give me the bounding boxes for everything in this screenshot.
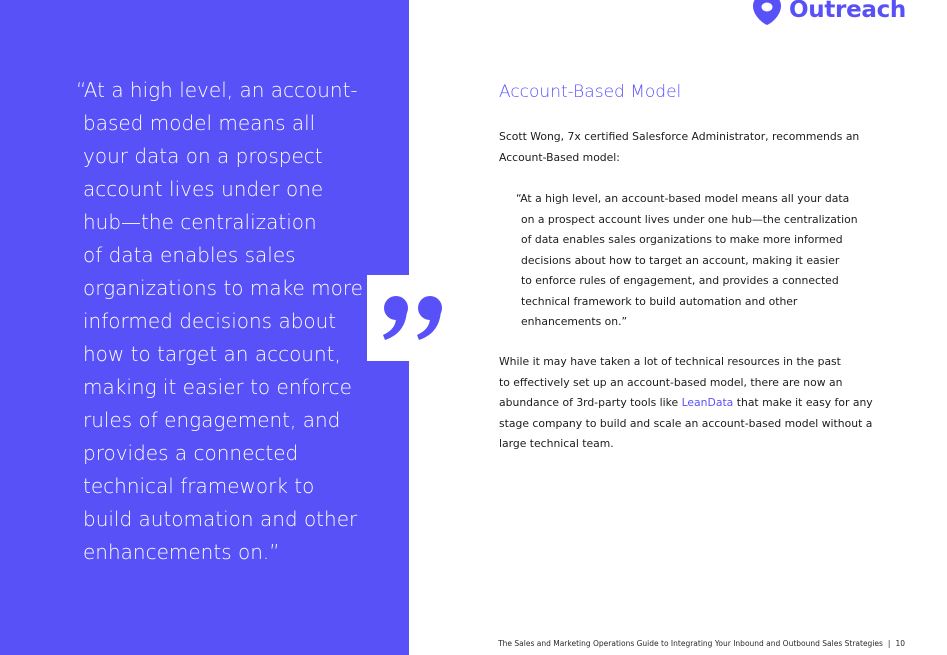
pull-quote-line: account lives under one (83, 177, 324, 201)
intro-line: Scott Wong, 7x certified Salesforce Administrator, recommends an (499, 130, 860, 143)
closing-line: While it may have taken a lot of technical resources in the past (499, 355, 841, 368)
page-footer (498, 639, 905, 648)
pull-quote-line: informed decisions about (83, 309, 337, 333)
pull-quote-line: hub—the centralization (83, 210, 317, 234)
pull-quote-line: technical framework to (83, 474, 315, 498)
closing-line: stage company to build and scale an account-based model without a (499, 416, 873, 430)
page-number: 10 (895, 639, 905, 648)
brand-logo (752, 0, 906, 26)
pull-quote-line: making it easier to enforce (83, 375, 352, 399)
closing-text: abundance of 3rd-party tools like (499, 396, 682, 409)
quote-panel (0, 0, 409, 655)
block-quote-line: to enforce rules of engagement, and provides a connected (521, 274, 839, 287)
block-quote (516, 189, 896, 333)
intro-line: Account-Based model: (499, 150, 620, 164)
pull-quote-line: your data on a prospect (83, 144, 323, 168)
footer-separator: | (887, 639, 891, 648)
closing-line-with-link (499, 393, 879, 414)
closing-quote-icon (380, 294, 450, 342)
block-quote-line: technical framework to build automation and other (521, 294, 798, 308)
section-title: Account-Based Model (499, 82, 682, 102)
brand-name: Outreach (789, 0, 906, 23)
block-quote-line: on a prospect account lives under one hub—the centralization (521, 212, 858, 226)
outreach-logo-icon (752, 0, 782, 26)
pull-quote-line: provides a connected (83, 441, 299, 465)
block-quote-line: decisions about how to target an account, making it easier (521, 253, 840, 267)
closing-paragraph (499, 352, 879, 455)
pull-quote-line: rules of engagement, and (83, 408, 341, 432)
leandata-link[interactable]: LeanData (681, 396, 734, 409)
closing-line: to effectively set up an account-based model, there are now an (499, 375, 843, 389)
pull-quote-line: of data enables sales (83, 243, 296, 267)
pull-quote-line: “At a high level, an account- (76, 78, 358, 102)
closing-line: large technical team. (499, 437, 614, 450)
pull-quote-line: build automation and other (83, 507, 358, 531)
pull-quote-line: how to target an account, (83, 342, 341, 366)
pull-quote (76, 74, 396, 569)
pull-quote-line: enhancements on.” (83, 540, 280, 564)
block-quote-line: enhancements on.” (521, 315, 628, 328)
block-quote-line: “At a high level, an account-based model means all your data (516, 192, 850, 205)
guide-title: The Sales and Marketing Operations Guide to Integrating Your Inbound and Outbound Sales Strategies (498, 639, 883, 648)
pull-quote-line: based model means all (83, 111, 316, 135)
closing-text: that make it easy for any (733, 396, 873, 409)
pull-quote-line: organizations to make more (83, 276, 363, 300)
intro-paragraph (499, 127, 879, 168)
block-quote-line: of data enables sales organizations to make more informed (521, 233, 843, 246)
